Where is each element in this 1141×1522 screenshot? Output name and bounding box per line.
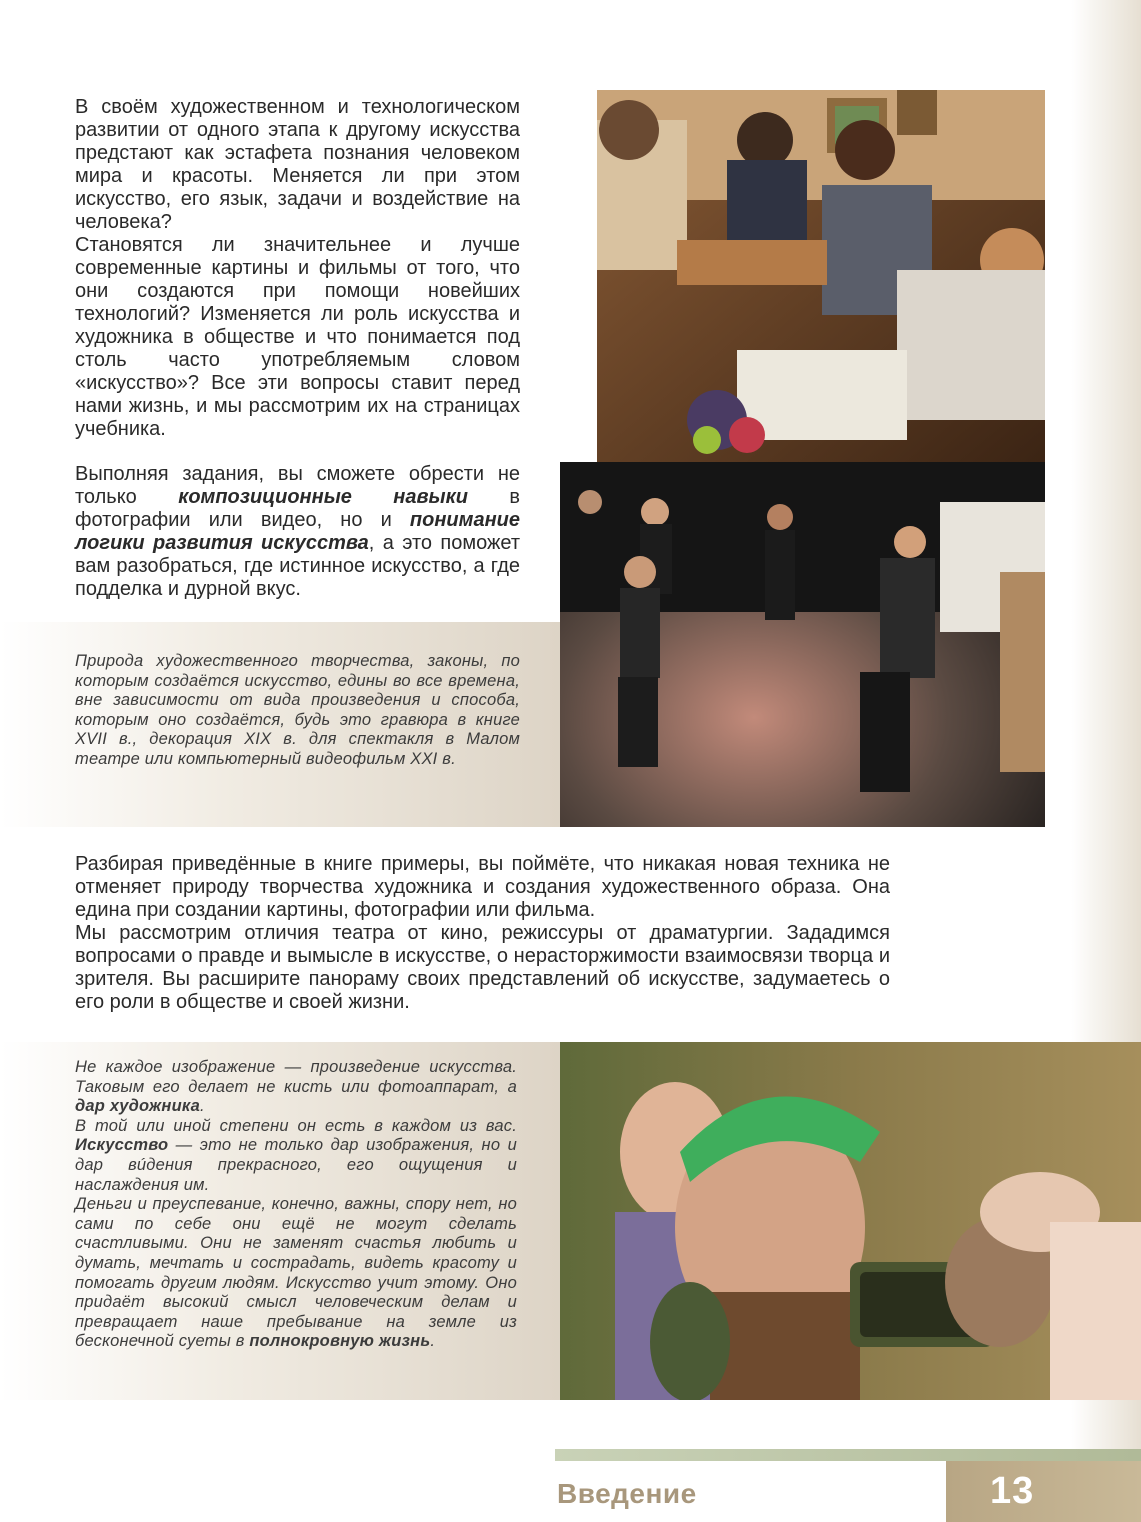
photo-workshop-image [597, 90, 1045, 462]
footer-page-box [946, 1461, 1141, 1522]
bold-gift-of-artist: дар художника [75, 1097, 200, 1116]
photo-camera-girl-image [560, 1042, 1141, 1400]
body-paragraph-2: Мы рассмотрим отличия театра от кино, режиссуры от драматургии. Зададимся вопросами о правде и вымысле в искусстве, о нерасторжимости взаимосвязи творца и зрителя. Вы расширите панораму своих представлений об искусстве, задумаетесь о его роли в обществе и своей жизни. [75, 922, 890, 1013]
photo-camera-girl [560, 1042, 1141, 1400]
bold-full-life: полнокровную жизнь [249, 1332, 431, 1351]
bold-composition-skills: композиционные навыки [178, 486, 468, 508]
intro-paragraph-2: Становятся ли значительнее и лучше современные картины и фильмы от того, что они создаются при помощи новейших технологий? Изменяется ли роль искусства и художника в обществе и что понимается под столь часто употребляемым словом «искусство»? Все эти вопросы ставит перед нами жизнь, и мы рассмотрим их на страницах учебника. [75, 234, 520, 440]
intro-paragraph-1: В своём художественном и технологическом развитии от одного этапа к другому искусства предстают как эстафета познания человеком мира и красоты. Меняется ли при этом искусство, его язык, задачи и воздействие на человека? [75, 96, 520, 233]
photo-workshop [597, 90, 1045, 462]
photo-dance [560, 462, 1045, 827]
bold-art-logic: понимание логики развития искусства [75, 509, 520, 554]
footer-bar [555, 1449, 1141, 1461]
photo-dance-image [560, 462, 1045, 827]
body-paragraph-1: Разбирая приведённые в книге примеры, вы поймёте, что никакая новая техника не отменяет природу творчества художника и создания художественного образа. Она едина при создании картины, фотографии или фильма. [75, 853, 890, 921]
quote-nature-of-art: Природа художественного творчества, законы, по которым создаётся искусство, едины во все времена, вне зависимости от вида произведения и способа, которым оно создаётся, будь это гравюра в книге XVII в., декорация XIX в. для спектакля в Малом театре или компьютерный видеофильм XXI в. [75, 652, 520, 768]
bold-art: Искусство [75, 1136, 169, 1155]
page-number: 13 [990, 1470, 1035, 1512]
quote-gift-of-artist: Не каждое изображение — произведение искусства. Таковым его делает не кисть или фотоаппарат, а дар художника. В той или иной степени он есть в каждом из вас. Искусство — это не только дар изображения, но и дар вúдения прекрасного, его ощущения и наслаждения им. Деньги и преуспевание, конечно, важны, спору нет, но сами по себе они ещё не могут сделать счастливыми. Они не заменят счастья любить и думать, мечтать и сострадать, видеть красоту и помогать другим людям. Искусство учит этому. Оно придаёт высокий смысл человеческим делам и превращает наше пребывание на земле из бесконечной суеты в полнокровную жизнь. [75, 1058, 517, 1351]
tasks-paragraph: Выполняя задания, вы сможете обрести не только композиционные навыки в фотографии или видео, но и понимание логики развития искусства, а это поможет вам разобраться, где истинное искусство, а где подделка и дурной вкус. [75, 463, 520, 600]
footer-section-title: Введение [557, 1478, 697, 1509]
